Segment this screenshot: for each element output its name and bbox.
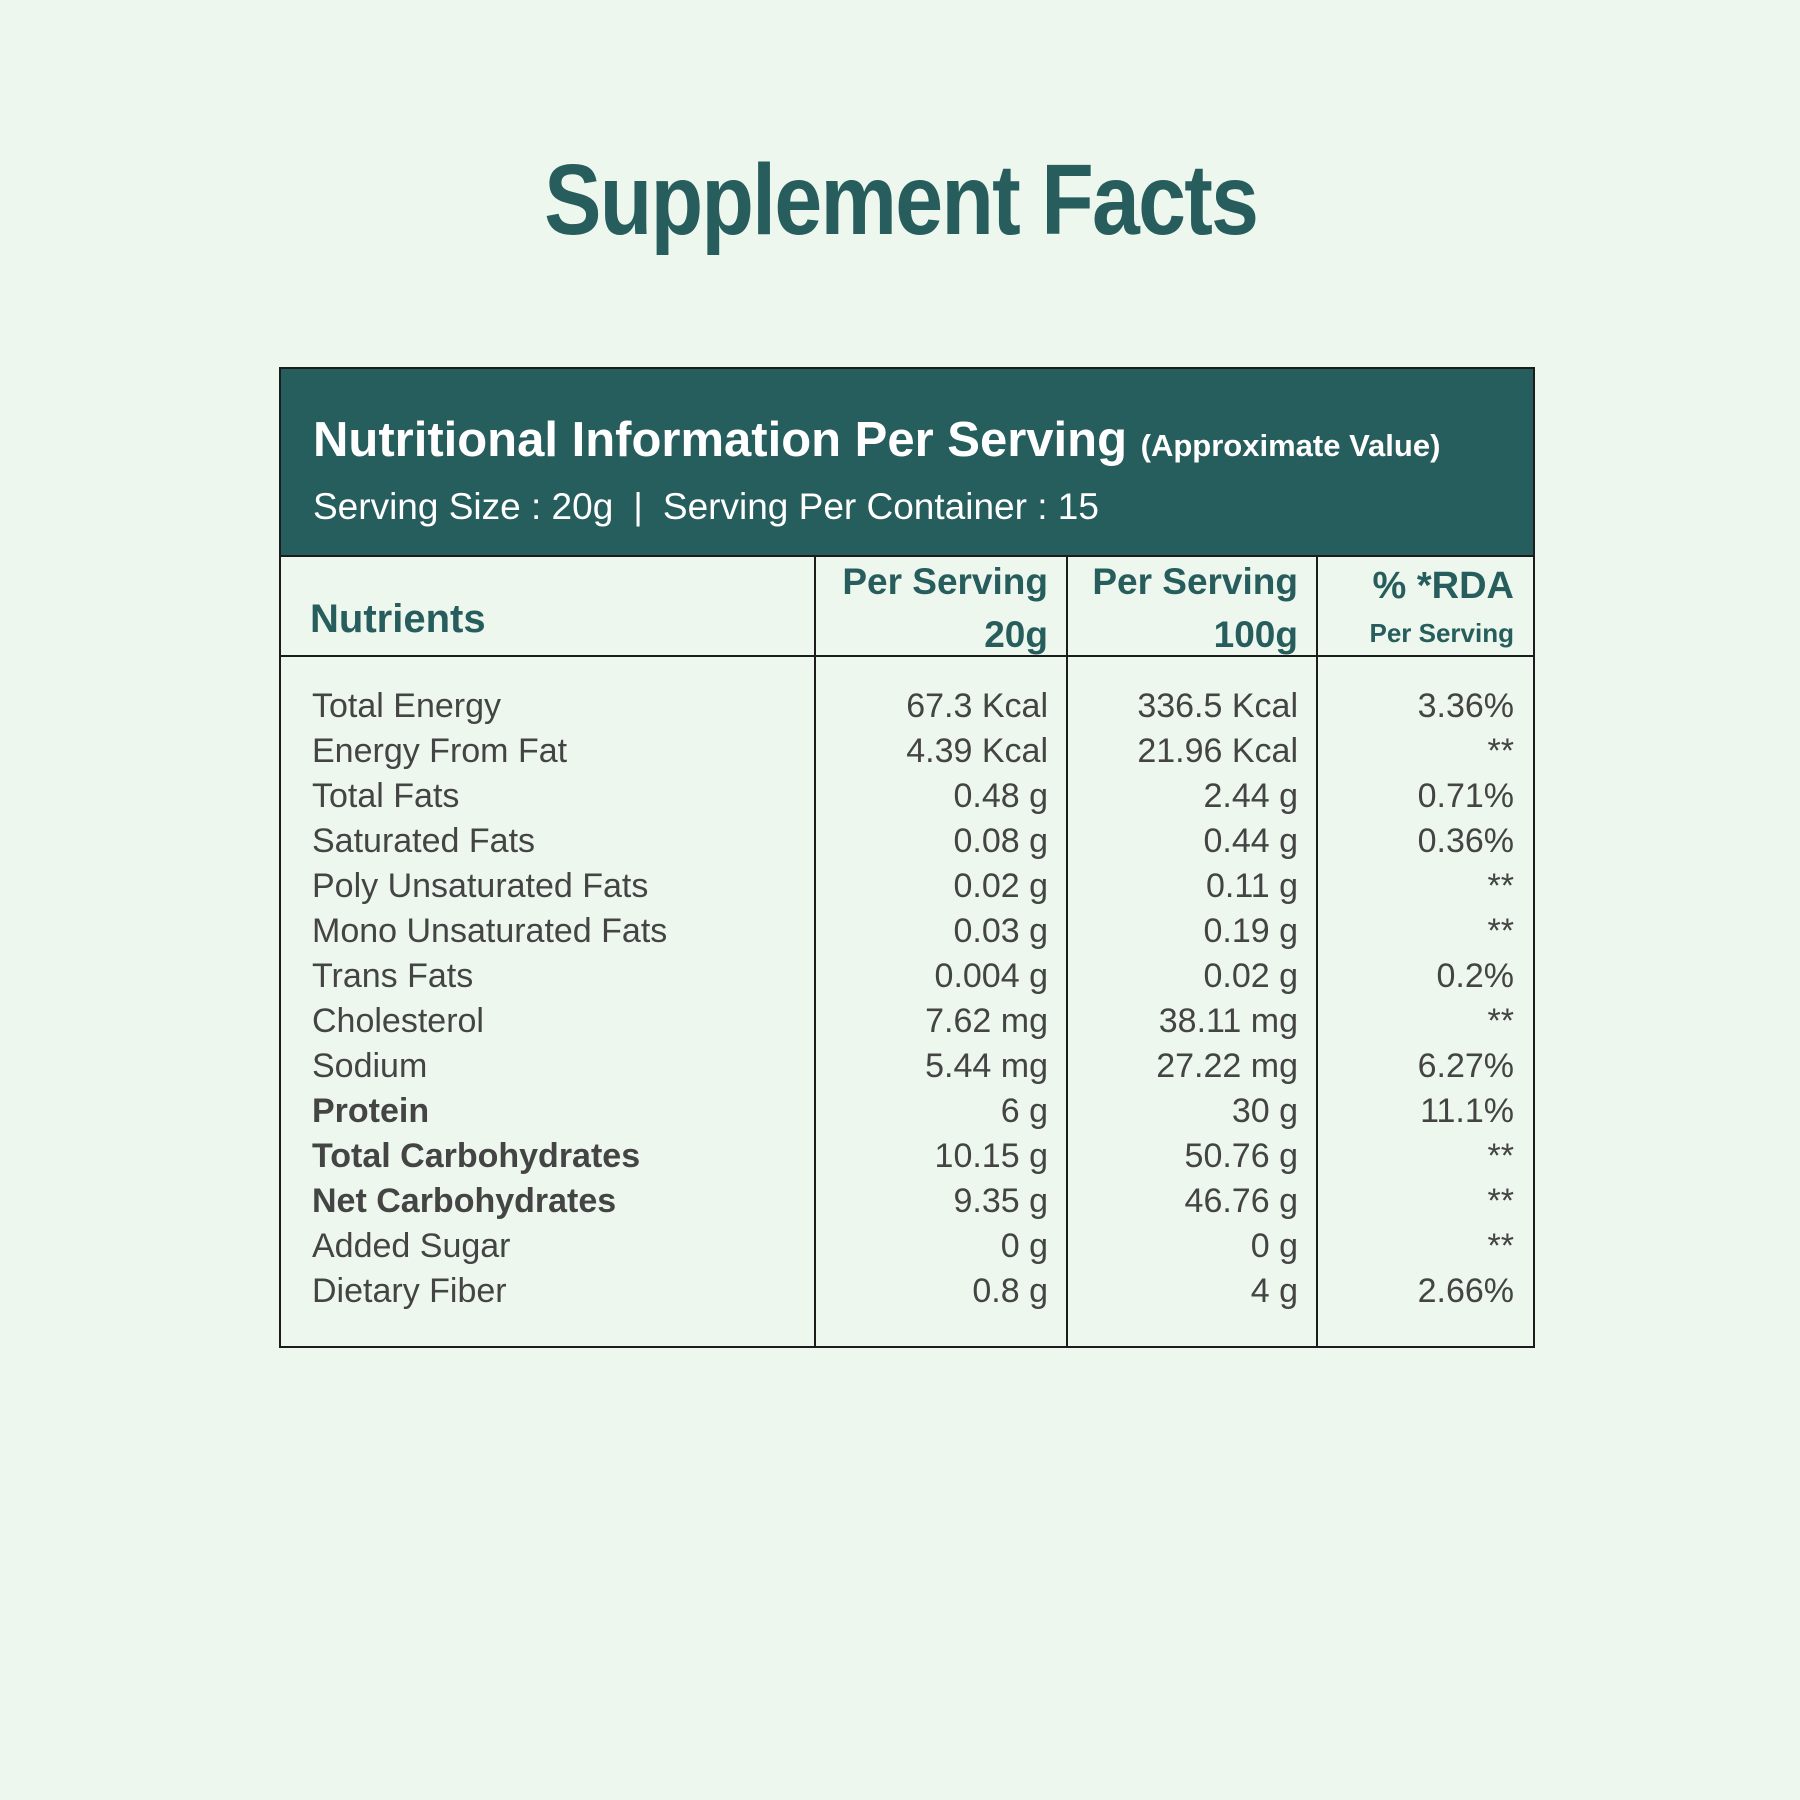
value-rda: 11.1%	[1420, 1092, 1514, 1130]
nutrient-name: Trans Fats	[312, 957, 474, 995]
nutrient-name: Saturated Fats	[312, 822, 536, 860]
value-rda: 0.71%	[1417, 777, 1514, 815]
value-rda: 0.2%	[1436, 957, 1514, 995]
column-header-line: 20g	[984, 614, 1048, 655]
servings-per-container: Serving Per Container : 15	[662, 486, 1099, 527]
value-per-20g: 5.44 mg	[925, 1047, 1048, 1085]
nutrient-name: Added Sugar	[312, 1227, 511, 1265]
column-header-rda	[1369, 559, 1514, 653]
panel-heading	[313, 405, 1440, 481]
value-per-20g: 0.48 g	[953, 777, 1048, 815]
column-header-line: % *RDA	[1372, 565, 1514, 607]
nutrient-name: Sodium	[312, 1047, 428, 1085]
value-rda: 6.27%	[1417, 1047, 1514, 1085]
value-per-100g: 50.76 g	[1184, 1137, 1298, 1175]
serving-size: Serving Size : 20g	[313, 486, 614, 527]
nutrition-panel	[279, 367, 1535, 1348]
value-rda: **	[1487, 912, 1514, 950]
value-per-100g: 38.11 mg	[1158, 1002, 1298, 1040]
value-per-100g: 0.19 g	[1203, 912, 1298, 950]
nutrient-name: Total Carbohydrates	[312, 1137, 641, 1175]
value-per-20g: 0.08 g	[953, 822, 1048, 860]
value-rda: **	[1487, 1002, 1514, 1040]
value-per-20g: 4.39 Kcal	[906, 732, 1048, 770]
value-per-20g: 0.02 g	[953, 867, 1048, 905]
nutrient-rows	[281, 684, 1533, 1314]
value-per-20g: 0.03 g	[953, 912, 1048, 950]
nutrient-name: Dietary Fiber	[312, 1272, 507, 1310]
table-row	[281, 684, 1533, 729]
value-rda: 2.66%	[1417, 1272, 1514, 1310]
value-rda: **	[1487, 1137, 1514, 1175]
value-per-100g: 4 g	[1250, 1272, 1298, 1310]
value-per-20g: 10.15 g	[934, 1137, 1048, 1175]
value-rda: **	[1487, 1227, 1514, 1265]
nutrient-name: Total Energy	[312, 687, 501, 725]
serving-info	[313, 482, 1099, 532]
value-per-20g: 67.3 Kcal	[906, 687, 1048, 725]
nutrient-name: Mono Unsaturated Fats	[312, 912, 668, 950]
value-per-100g: 2.44 g	[1203, 777, 1298, 815]
value-per-20g: 7.62 mg	[925, 1002, 1048, 1040]
nutrient-name: Poly Unsaturated Fats	[312, 867, 649, 905]
value-rda: **	[1487, 1182, 1514, 1220]
nutrient-name: Cholesterol	[312, 1002, 484, 1040]
column-header-nutrients: Nutrients	[310, 597, 486, 641]
value-rda: **	[1487, 867, 1514, 905]
page-title: Supplement Facts	[544, 144, 1258, 256]
table-row	[281, 1134, 1533, 1179]
value-per-100g: 21.96 Kcal	[1137, 732, 1298, 770]
table-row	[281, 954, 1533, 999]
value-per-20g: 0.8 g	[972, 1272, 1048, 1310]
value-rda: 0.36%	[1417, 822, 1514, 860]
value-per-20g: 0.004 g	[934, 957, 1048, 995]
value-per-100g: 336.5 Kcal	[1137, 687, 1298, 725]
column-header-line: Per Serving	[1092, 561, 1298, 602]
table-row	[281, 1224, 1533, 1269]
table-row	[281, 819, 1533, 864]
value-per-20g: 9.35 g	[953, 1182, 1048, 1220]
column-header-per-serving-20g	[842, 555, 1048, 661]
value-per-100g: 0.02 g	[1203, 957, 1298, 995]
panel-header	[281, 369, 1533, 557]
table-row	[281, 774, 1533, 819]
column-header-per-serving-100g	[1092, 555, 1298, 661]
column-header-line: Per Serving	[1369, 618, 1514, 648]
table-row	[281, 864, 1533, 909]
table-row	[281, 1044, 1533, 1089]
nutrient-name: Net Carbohydrates	[312, 1182, 617, 1220]
value-rda: 3.36%	[1417, 687, 1514, 725]
table-row	[281, 909, 1533, 954]
panel-heading-note: (Approximate Value)	[1140, 428, 1441, 463]
table-row	[281, 729, 1533, 774]
value-per-100g: 0.11 g	[1205, 867, 1298, 905]
nutrient-name: Protein	[312, 1092, 430, 1130]
value-rda: **	[1487, 732, 1514, 770]
value-per-100g: 30 g	[1231, 1092, 1298, 1130]
column-header-line: Per Serving	[842, 561, 1048, 602]
panel-heading-text: Nutritional Information Per Serving	[313, 413, 1128, 467]
value-per-20g: 6 g	[1000, 1092, 1048, 1130]
table-row	[281, 1179, 1533, 1224]
table-row	[281, 999, 1533, 1044]
serving-separator: |	[633, 486, 643, 527]
value-per-100g: 27.22 mg	[1156, 1047, 1298, 1085]
table-row	[281, 1089, 1533, 1134]
nutrient-name: Energy From Fat	[312, 732, 568, 770]
table-row	[281, 1269, 1533, 1314]
nutrient-name: Total Fats	[312, 777, 460, 815]
value-per-100g: 0 g	[1250, 1227, 1298, 1265]
value-per-20g: 0 g	[1000, 1227, 1048, 1265]
value-per-100g: 0.44 g	[1203, 822, 1298, 860]
column-header-line: 100g	[1213, 614, 1298, 655]
value-per-100g: 46.76 g	[1184, 1182, 1298, 1220]
